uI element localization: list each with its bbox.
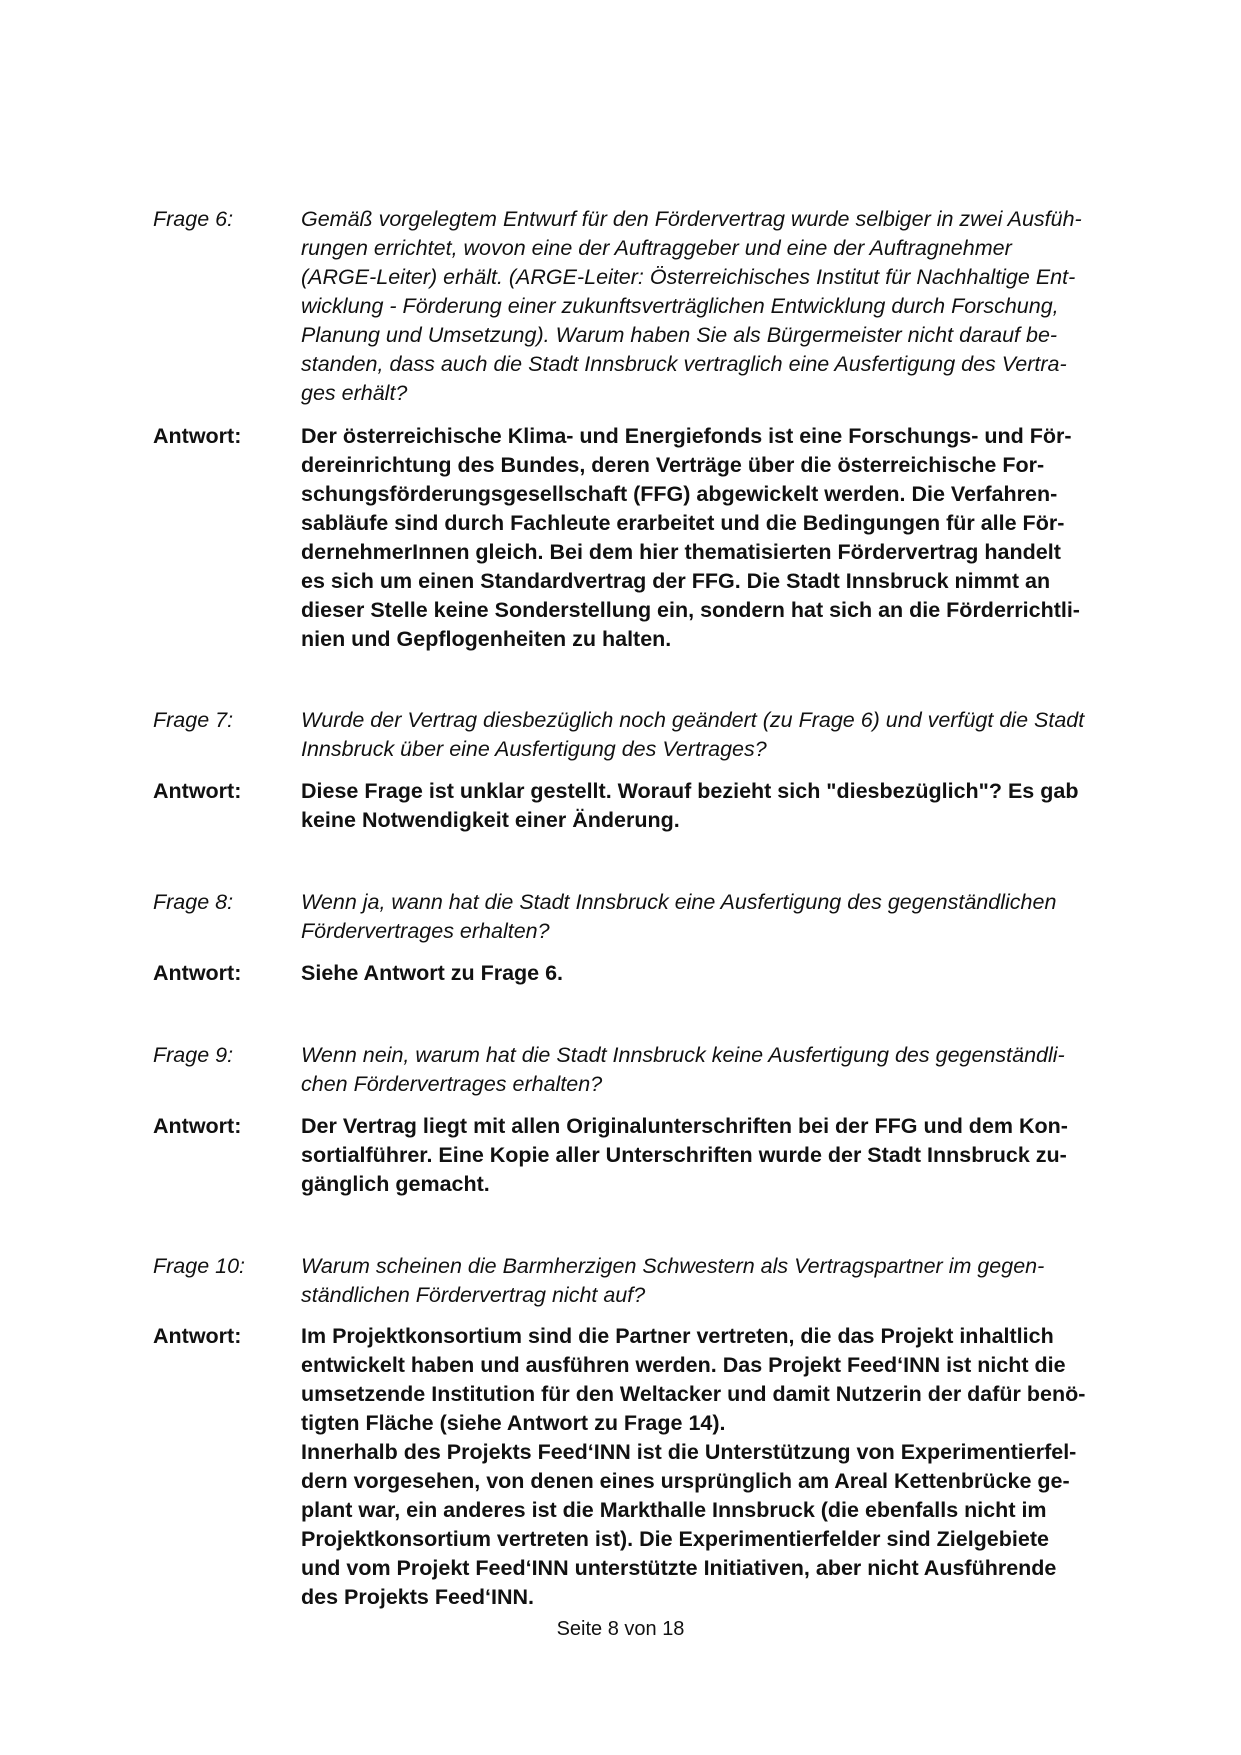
text-line: Gemäß vorgelegtem Entwurf für den Fördervertrag wurde selbiger in zwei Ausfüh- xyxy=(301,207,1082,231)
text-line: Der österreichische Klima- und Energiefonds ist eine Forschungs- und För- xyxy=(301,424,1072,448)
answer-text xyxy=(301,959,1145,988)
text-line: (ARGE-Leiter) erhält. (ARGE-Leiter: Österreichisches Institut für Nachhaltige Ent- xyxy=(301,265,1076,289)
text-line: es sich um einen Standardvertrag der FFG. Die Stadt Innsbruck nimmt an xyxy=(301,569,1051,593)
answer-text xyxy=(301,1322,1145,1612)
text-line: Im Projektkonsortium sind die Partner vertreten, die das Projekt inhaltlich xyxy=(301,1324,1054,1348)
question-text xyxy=(301,706,1145,764)
question-label: Frage 7: xyxy=(153,708,234,732)
question-9 xyxy=(153,1041,1145,1099)
text-line: plant war, ein anderes ist die Markthalle Innsbruck (die ebenfalls nicht im xyxy=(301,1498,1047,1522)
text-line: ständlichen Fördervertrag nicht auf? xyxy=(301,1283,646,1307)
question-label: Frage 6: xyxy=(153,207,234,231)
text-line: Siehe Antwort zu Frage 6. xyxy=(301,961,564,985)
question-label: Frage 10: xyxy=(153,1254,246,1278)
question-8 xyxy=(153,888,1145,946)
answer-text xyxy=(301,422,1145,654)
text-line: entwickelt haben und ausführen werden. Das Projekt Feed‘INN ist nicht die xyxy=(301,1353,1066,1377)
answer-7 xyxy=(153,777,1145,835)
text-line: dernehmerInnen gleich. Bei dem hier thematisierten Fördervertrag handelt xyxy=(301,540,1061,564)
text-line: schungsförderungsgesellschaft (FFG) abgewickelt werden. Die Verfahren- xyxy=(301,482,1058,506)
text-line: rungen errichtet, wovon eine der Auftraggeber und eine der Auftragnehmer xyxy=(301,236,1012,260)
text-line: gänglich gemacht. xyxy=(301,1172,490,1196)
question-label: Frage 8: xyxy=(153,890,234,914)
text-line: keine Notwendigkeit einer Änderung. xyxy=(301,808,680,832)
text-line: des Projekts Feed‘INN. xyxy=(301,1585,534,1609)
text-line: chen Fördervertrages erhalten? xyxy=(301,1072,603,1096)
question-text xyxy=(301,205,1145,408)
text-line: dieser Stelle keine Sonderstellung ein, sondern hat sich an die Förderrichtli- xyxy=(301,598,1080,622)
text-line: standen, dass auch die Stadt Innsbruck vertraglich eine Ausfertigung des Vertra- xyxy=(301,352,1067,376)
answer-text xyxy=(301,777,1145,835)
answer-label: Antwort: xyxy=(153,1324,242,1348)
text-line: ges erhält? xyxy=(301,381,408,405)
text-line: dereinrichtung des Bundes, deren Verträge über die österreichische For- xyxy=(301,453,1045,477)
answer-label: Antwort: xyxy=(153,1114,242,1138)
text-line: Diese Frage ist unklar gestellt. Worauf bezieht sich "diesbezüglich"? Es gab xyxy=(301,779,1079,803)
text-line: Projektkonsortium vertreten ist). Die Experimentierfelder sind Zielgebiete xyxy=(301,1527,1049,1551)
question-label: Frage 9: xyxy=(153,1043,234,1067)
answer-6 xyxy=(153,422,1145,654)
question-text xyxy=(301,1252,1145,1310)
text-line: umsetzende Institution für den Weltacker und damit Nutzerin der dafür benö- xyxy=(301,1382,1086,1406)
question-10 xyxy=(153,1252,1145,1310)
answer-label: Antwort: xyxy=(153,779,242,803)
answer-9 xyxy=(153,1112,1145,1199)
question-text xyxy=(301,1041,1145,1099)
answer-text xyxy=(301,1112,1145,1199)
page-number-footer: Seite 8 von 18 xyxy=(556,1618,685,1640)
text-line: wicklung - Förderung einer zukunftsverträglichen Entwicklung durch Forschung, xyxy=(301,294,1059,318)
text-line: tigten Fläche (siehe Antwort zu Frage 14). xyxy=(301,1411,726,1435)
text-line: sortialführer. Eine Kopie aller Unterschriften wurde der Stadt Innsbruck zu- xyxy=(301,1143,1067,1167)
text-line: sabläufe sind durch Fachleute erarbeitet und die Bedingungen für alle För- xyxy=(301,511,1065,535)
answer-label: Antwort: xyxy=(153,961,242,985)
answer-label: Antwort: xyxy=(153,424,242,448)
text-line: Wurde der Vertrag diesbezüglich noch geändert (zu Frage 6) und verfügt die Stadt xyxy=(301,708,1085,732)
text-line: und vom Projekt Feed‘INN unterstützte Initiativen, aber nicht Ausführende xyxy=(301,1556,1057,1580)
text-line: Innerhalb des Projekts Feed‘INN ist die Unterstützung von Experimentierfel- xyxy=(301,1440,1077,1464)
question-6 xyxy=(153,205,1145,408)
text-line: Innsbruck über eine Ausfertigung des Vertrages? xyxy=(301,737,767,761)
answer-8 xyxy=(153,959,1145,988)
text-line: Wenn nein, warum hat die Stadt Innsbruck keine Ausfertigung des gegenständli- xyxy=(301,1043,1065,1067)
question-7 xyxy=(153,706,1145,764)
text-line: Wenn ja, wann hat die Stadt Innsbruck eine Ausfertigung des gegenständlichen xyxy=(301,890,1057,914)
answer-10 xyxy=(153,1322,1145,1612)
text-line: Der Vertrag liegt mit allen Originalunterschriften bei der FFG und dem Kon- xyxy=(301,1114,1068,1138)
text-line: nien und Gepflogenheiten zu halten. xyxy=(301,627,672,651)
text-line: Warum scheinen die Barmherzigen Schwestern als Vertragspartner im gegen- xyxy=(301,1254,1045,1278)
text-line: dern vorgesehen, von denen eines ursprünglich am Areal Kettenbrücke ge- xyxy=(301,1469,1070,1493)
text-line: Planung und Umsetzung). Warum haben Sie als Bürgermeister nicht darauf be- xyxy=(301,323,1058,347)
question-text xyxy=(301,888,1145,946)
text-line: Fördervertrages erhalten? xyxy=(301,919,550,943)
